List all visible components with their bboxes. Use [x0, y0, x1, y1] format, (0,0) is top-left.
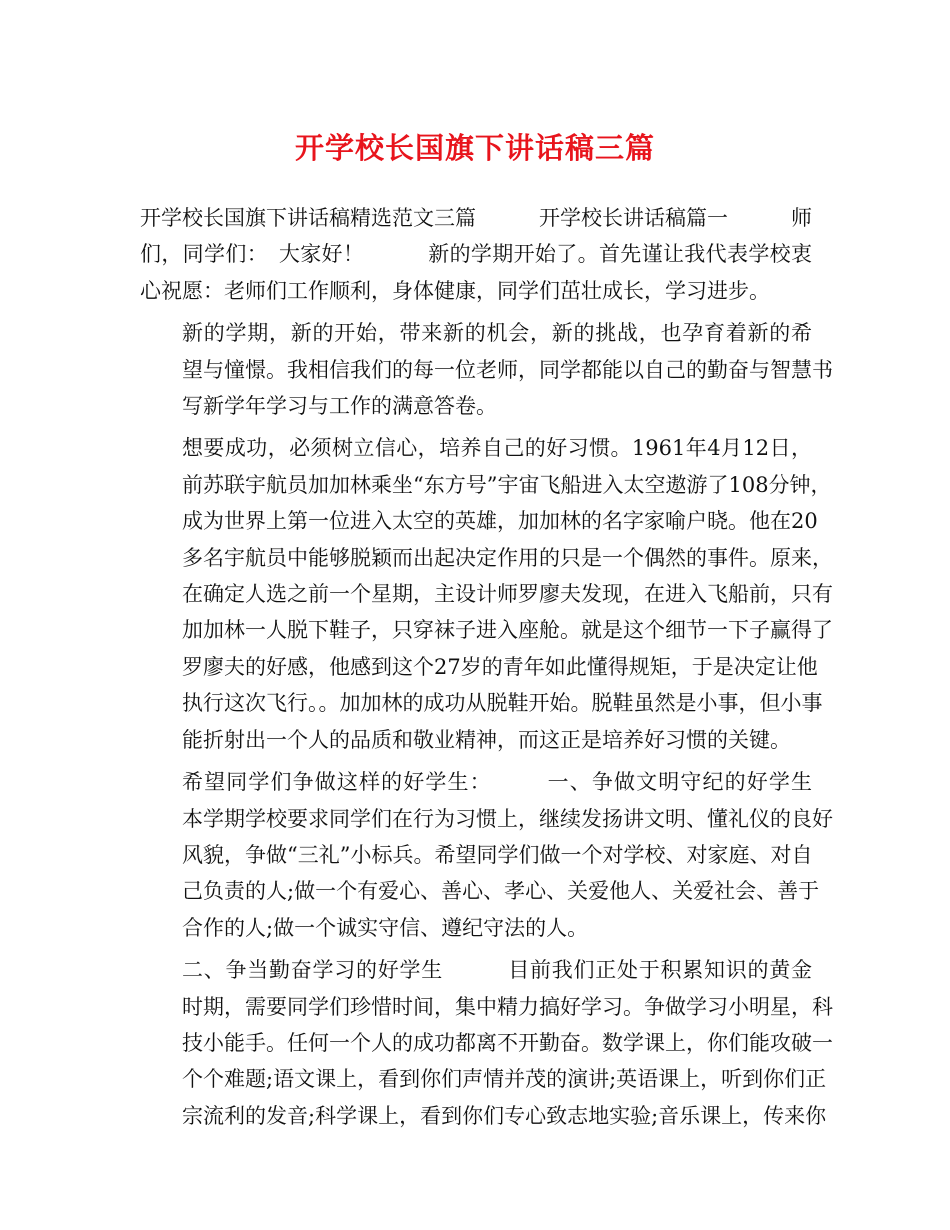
paragraph-line: 执行这次飞行。。加加林的成功从脱鞋开始。脱鞋虽然是小事，但小事: [182, 691, 823, 716]
paragraph: [140, 200, 812, 309]
paragraph-line: 风貌，争做“三礼”小标兵。希望同学们做一个对学校、对家庭、对自: [182, 842, 813, 867]
paragraph-line: 本学期学校要求同学们在行为习惯上，继续发扬讲文明、懂礼仪的良好: [182, 806, 833, 831]
paragraph-line: 希望同学们争做这样的好学生： 一、争做文明守纪的好学生: [182, 770, 812, 795]
paragraph-line: 能折射出一个人的品质和敬业精神，而这正是培养好习惯的关键。: [182, 727, 791, 752]
paragraph: [140, 952, 833, 1134]
paragraph-line: 前苏联宇航员加加林乘坐“东方号”宇宙飞船进入太空遨游了108分钟，: [182, 472, 832, 497]
paragraph: [140, 764, 833, 946]
paragraph-line: 己负责的人;做一个有爱心、善心、孝心、关爱他人、关爱社会、善于: [182, 879, 820, 904]
paragraph-line: 写新学年学习与工作的满意答卷。: [182, 394, 497, 419]
paragraph-line: 在确定人选之前一个星期，主设计师罗廖夫发现，在进入飞船前，只有: [182, 582, 833, 607]
paragraph-line: 成为世界上第一位进入太空的英雄，加加林的名字家喻户晓。他在20: [182, 509, 818, 534]
paragraph-line: 罗廖夫的好感，他感到这个27岁的青年如此懂得规矩，于是决定让他: [182, 654, 818, 679]
paragraph-line: 合作的人;做一个诚实守信、遵纪守法的人。: [182, 915, 589, 940]
document-body: [140, 200, 833, 1140]
paragraph-line: 新的学期，新的开始，带来新的机会，新的挑战，也孕育着新的希: [182, 321, 812, 346]
paragraph-line: 二、争当勤奋学习的好学生 目前我们正处于积累知识的黄金: [182, 958, 812, 983]
paragraph-line: 开学校长国旗下讲话稿精选范文三篇 开学校长讲话稿篇一 师: [140, 206, 812, 230]
paragraph-line: 加加林一人脱下鞋子，只穿袜子进入座舱。就是这个细节一下子赢得了: [182, 618, 833, 643]
paragraph-line: 们，同学们： 大家好！ 新的学期开始了。首先谨让我代表学校衷: [140, 242, 812, 267]
paragraph-line: 望与憧憬。我相信我们的每一位老师，同学都能以自己的勤奋与智慧书: [182, 357, 833, 382]
paragraph: [140, 315, 833, 424]
paragraph-line: 想要成功，必须树立信心，培养自己的好习惯。1961年4月12日，: [182, 436, 812, 461]
paragraph-line: 技小能手。任何一个人的成功都离不开勤奋。数学课上，你们能攻破一: [182, 1030, 833, 1055]
paragraph: [140, 430, 833, 758]
paragraph-line: 宗流利的发音;科学课上，看到你们专心致志地实验;音乐课上，传来你: [182, 1103, 827, 1128]
paragraph-line: 时期，需要同学们珍惜时间，集中精力搞好学习。争做学习小明星，科: [182, 994, 833, 1019]
paragraph-line: 心祝愿：老师们工作顺利，身体健康，同学们茁壮成长，学习进步。: [140, 278, 770, 303]
document-title: 开学校长国旗下讲话稿三篇: [294, 131, 655, 165]
paragraph-line: 个个难题;语文课上，看到你们声情并茂的演讲;英语课上，听到你们正: [182, 1067, 827, 1092]
paragraph-line: 多名宇航员中能够脱颖而出起决定作用的只是一个偶然的事件。原来，: [182, 545, 833, 570]
